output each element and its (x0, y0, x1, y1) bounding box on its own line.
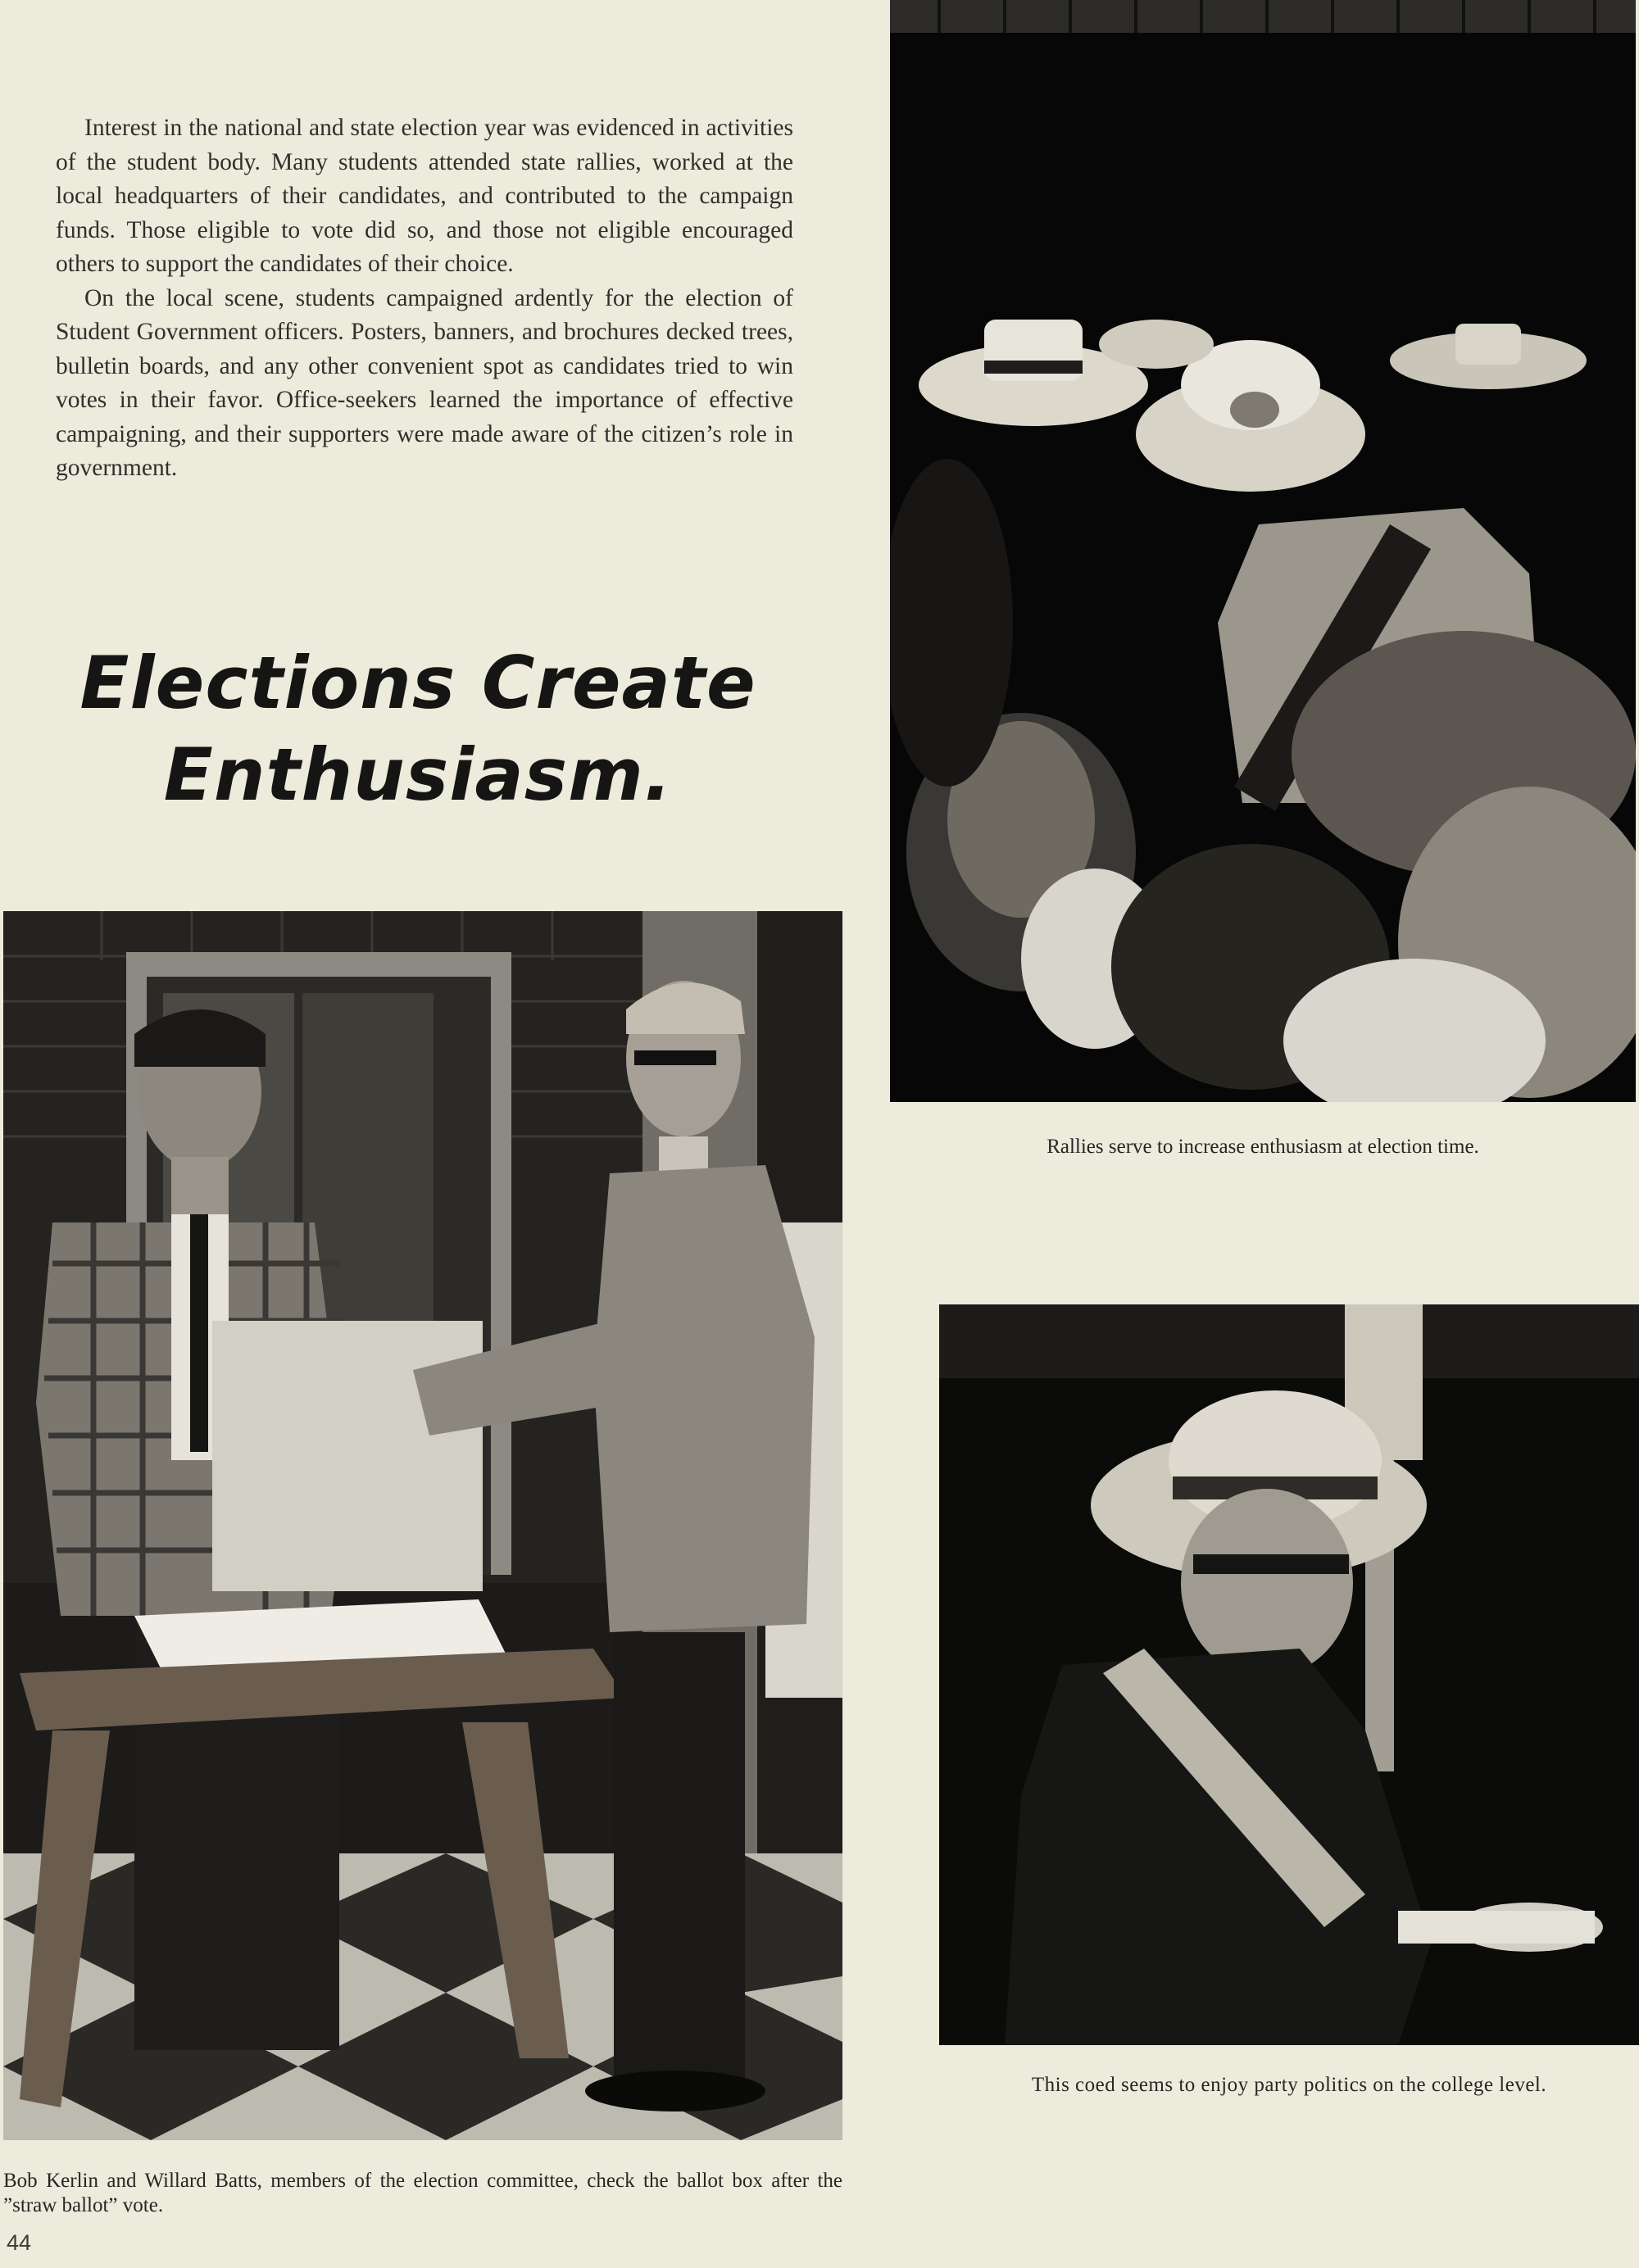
headline-line-1: Elections Create (79, 641, 756, 725)
page-headline (49, 637, 787, 821)
coed-caption: This coed seems to enjoy party politics on the college level. (1031, 2074, 1547, 2096)
intro-paragraph-1: Interest in the national and state election year was evidenced in activities of the student body. Many students attended state rallies, worked at the local headquarters of their candidates, and contributed to the campaign funds. Those eligible to vote did so, and those not eligible encouraged others to support the candidates of their choice. (56, 115, 793, 277)
coed-photo (939, 1304, 1639, 2045)
ballot-caption: Bob Kerlin and Willard Batts, members of the election committee, check the ballot box after the ”straw ballot” vote. (3, 2170, 842, 2216)
rally-photo (890, 0, 1636, 1102)
page-number: 44 (7, 2230, 32, 2255)
ballot-box-photo (3, 911, 842, 2140)
intro-text (56, 111, 793, 486)
rally-caption: Rallies serve to increase enthusiasm at election time. (1047, 1136, 1479, 1158)
intro-paragraph-2: On the local scene, students campaigned ardently for the election of Student Government officers. Posters, banners, and brochures decked trees, bulletin boards, and any other convenient spot as candidates tried to win votes in their favor. Office-seekers learned the importance of effective campaigning, and their supporters were made aware of the citizen’s role in government. (56, 284, 793, 481)
headline-line-2: Enthusiasm. (163, 733, 673, 817)
